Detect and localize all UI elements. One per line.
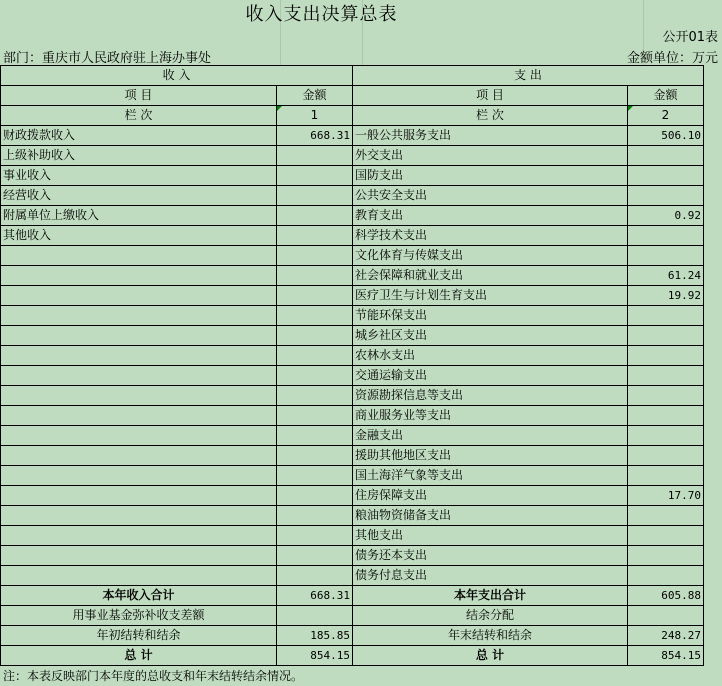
table-row bbox=[1, 186, 704, 206]
expense-item-cell[interactable]: 社会保障和就业支出 bbox=[353, 266, 628, 286]
income-amount-cell[interactable] bbox=[277, 366, 353, 386]
expense-item-cell[interactable]: 科学技术支出 bbox=[353, 226, 628, 246]
income-amount-cell[interactable] bbox=[277, 346, 353, 366]
income-amount-cell[interactable] bbox=[277, 246, 353, 266]
expense-amount-cell[interactable]: 0.92 bbox=[628, 206, 704, 226]
expense-column-number: 2 bbox=[628, 106, 704, 126]
summary-row bbox=[1, 586, 704, 606]
income-item-cell[interactable] bbox=[1, 306, 277, 326]
table-row bbox=[1, 466, 704, 486]
expense-amount-cell[interactable] bbox=[628, 546, 704, 566]
income-column-label: 栏 次 bbox=[1, 106, 277, 126]
expense-item-cell[interactable]: 节能环保支出 bbox=[353, 306, 628, 326]
expense-amount-cell[interactable] bbox=[628, 146, 704, 166]
income-amount-cell[interactable] bbox=[277, 206, 353, 226]
expense-item-cell[interactable]: 农林水支出 bbox=[353, 346, 628, 366]
income-amount-cell[interactable] bbox=[277, 286, 353, 306]
table-row bbox=[1, 366, 704, 386]
expense-item-cell[interactable]: 金融支出 bbox=[353, 426, 628, 446]
expense-amount-cell[interactable] bbox=[628, 426, 704, 446]
summary-expense-label[interactable]: 年末结转和结余 bbox=[353, 626, 628, 646]
income-amount-cell[interactable] bbox=[277, 326, 353, 346]
expense-header: 支 出 bbox=[353, 66, 704, 86]
income-item-cell[interactable] bbox=[1, 346, 277, 366]
expense-item-cell[interactable]: 债务付息支出 bbox=[353, 566, 628, 586]
income-item-cell[interactable]: 财政拨款收入 bbox=[1, 126, 277, 146]
expense-amount-cell[interactable] bbox=[628, 246, 704, 266]
income-item-cell[interactable] bbox=[1, 406, 277, 426]
table-row bbox=[1, 386, 704, 406]
expense-item-cell[interactable]: 粮油物资储备支出 bbox=[353, 506, 628, 526]
expense-item-cell[interactable]: 一般公共服务支出 bbox=[353, 126, 628, 146]
table-row bbox=[1, 566, 704, 586]
expense-amount-cell[interactable] bbox=[628, 166, 704, 186]
footnote: 注：本表反映部门本年度的总收支和年末结转结余情况。 bbox=[3, 669, 304, 683]
section-header-row bbox=[1, 66, 704, 86]
income-item-cell[interactable] bbox=[1, 566, 277, 586]
expense-item-cell[interactable]: 其他支出 bbox=[353, 526, 628, 546]
department-label: 部门：重庆市人民政府驻上海办事处 bbox=[3, 51, 212, 66]
summary-expense-amount[interactable] bbox=[628, 606, 704, 626]
summary-row bbox=[1, 626, 704, 646]
income-amount-cell[interactable] bbox=[277, 486, 353, 506]
income-amount-cell[interactable] bbox=[277, 306, 353, 326]
income-item-cell[interactable] bbox=[1, 546, 277, 566]
income-item-cell[interactable]: 事业收入 bbox=[1, 166, 277, 186]
table-row bbox=[1, 246, 704, 266]
expense-item-cell[interactable]: 文化体育与传媒支出 bbox=[353, 246, 628, 266]
expense-amount-cell[interactable]: 61.24 bbox=[628, 266, 704, 286]
table-row bbox=[1, 166, 704, 186]
income-amount-cell[interactable] bbox=[277, 266, 353, 286]
income-amount-cell[interactable] bbox=[277, 226, 353, 246]
table-row bbox=[1, 346, 704, 366]
unit-label: 金额单位：万元 bbox=[626, 51, 718, 66]
income-amount-header: 金额 bbox=[277, 86, 353, 106]
data-rows bbox=[1, 126, 704, 586]
income-amount-cell[interactable] bbox=[277, 546, 353, 566]
expense-item-cell[interactable]: 住房保障支出 bbox=[353, 486, 628, 506]
table-row bbox=[1, 486, 704, 506]
summary-income-amount[interactable]: 854.15 bbox=[277, 646, 353, 666]
expense-item-cell[interactable]: 援助其他地区支出 bbox=[353, 446, 628, 466]
expense-item-cell[interactable]: 交通运输支出 bbox=[353, 366, 628, 386]
expense-item-cell[interactable]: 教育支出 bbox=[353, 206, 628, 226]
expense-item-cell[interactable]: 城乡社区支出 bbox=[353, 326, 628, 346]
summary-income-label[interactable]: 用事业基金弥补收支差额 bbox=[1, 606, 277, 626]
income-item-cell[interactable] bbox=[1, 526, 277, 546]
income-amount-cell[interactable] bbox=[277, 426, 353, 446]
summary-expense-label[interactable]: 本年支出合计 bbox=[353, 586, 628, 606]
expense-item-cell[interactable]: 外交支出 bbox=[353, 146, 628, 166]
expense-amount-cell[interactable] bbox=[628, 326, 704, 346]
income-item-cell[interactable] bbox=[1, 466, 277, 486]
expense-item-cell[interactable]: 商业服务业等支出 bbox=[353, 406, 628, 426]
table-row bbox=[1, 226, 704, 246]
income-item-header: 项 目 bbox=[1, 86, 277, 106]
income-amount-cell[interactable] bbox=[277, 386, 353, 406]
table-row bbox=[1, 406, 704, 426]
table-row bbox=[1, 326, 704, 346]
summary-income-label[interactable]: 年初结转和结余 bbox=[1, 626, 277, 646]
income-amount-cell[interactable] bbox=[277, 506, 353, 526]
income-item-cell[interactable] bbox=[1, 426, 277, 446]
expense-amount-cell[interactable] bbox=[628, 346, 704, 366]
income-header: 收 入 bbox=[1, 66, 353, 86]
table-row bbox=[1, 266, 704, 286]
income-amount-cell[interactable] bbox=[277, 186, 353, 206]
income-expense-table bbox=[0, 65, 704, 666]
income-item-cell[interactable]: 经营收入 bbox=[1, 186, 277, 206]
table-row bbox=[1, 126, 704, 146]
summary-income-amount[interactable]: 185.85 bbox=[277, 626, 353, 646]
expense-amount-cell[interactable]: 506.10 bbox=[628, 126, 704, 146]
summary-expense-label[interactable]: 结余分配 bbox=[353, 606, 628, 626]
summary-income-amount[interactable] bbox=[277, 606, 353, 626]
expense-amount-cell[interactable] bbox=[628, 226, 704, 246]
expense-item-cell[interactable]: 债务还本支出 bbox=[353, 546, 628, 566]
income-amount-cell[interactable] bbox=[277, 406, 353, 426]
income-item-cell[interactable]: 附属单位上缴收入 bbox=[1, 206, 277, 226]
summary-row bbox=[1, 606, 704, 626]
expense-item-cell[interactable]: 资源勘探信息等支出 bbox=[353, 386, 628, 406]
table-row bbox=[1, 426, 704, 446]
summary-income-amount[interactable]: 668.31 bbox=[277, 586, 353, 606]
table-row bbox=[1, 306, 704, 326]
expense-item-cell[interactable]: 公共安全支出 bbox=[353, 186, 628, 206]
expense-amount-cell[interactable] bbox=[628, 186, 704, 206]
expense-amount-cell[interactable] bbox=[628, 406, 704, 426]
table-row bbox=[1, 526, 704, 546]
income-item-cell[interactable] bbox=[1, 486, 277, 506]
expense-column-label: 栏 次 bbox=[353, 106, 628, 126]
income-item-cell[interactable]: 上级补助收入 bbox=[1, 146, 277, 166]
table-row bbox=[1, 206, 704, 226]
report-title: 收入支出决算总表 bbox=[245, 4, 398, 25]
expense-amount-cell[interactable] bbox=[628, 466, 704, 486]
form-code: 公开01表 bbox=[662, 30, 718, 45]
table-row bbox=[1, 286, 704, 306]
expense-amount-cell[interactable] bbox=[628, 386, 704, 406]
column-header-row bbox=[1, 86, 704, 106]
income-amount-cell[interactable] bbox=[277, 566, 353, 586]
income-item-cell[interactable] bbox=[1, 326, 277, 346]
expense-item-cell[interactable]: 国土海洋气象等支出 bbox=[353, 466, 628, 486]
expense-item-cell[interactable]: 国防支出 bbox=[353, 166, 628, 186]
income-item-cell[interactable] bbox=[1, 266, 277, 286]
income-item-cell[interactable] bbox=[1, 386, 277, 406]
income-amount-cell[interactable]: 668.31 bbox=[277, 126, 353, 146]
income-item-cell[interactable]: 其他收入 bbox=[1, 226, 277, 246]
table-row bbox=[1, 146, 704, 166]
expense-item-cell[interactable]: 医疗卫生与计划生育支出 bbox=[353, 286, 628, 306]
summary-income-label[interactable]: 本年收入合计 bbox=[1, 586, 277, 606]
expense-amount-cell[interactable] bbox=[628, 306, 704, 326]
expense-amount-header: 金额 bbox=[628, 86, 704, 106]
summary-income-label[interactable]: 总 计 bbox=[1, 646, 277, 666]
income-item-cell[interactable] bbox=[1, 446, 277, 466]
expense-amount-cell[interactable] bbox=[628, 446, 704, 466]
income-amount-cell[interactable] bbox=[277, 466, 353, 486]
expense-amount-cell[interactable] bbox=[628, 506, 704, 526]
income-item-cell[interactable] bbox=[1, 506, 277, 526]
summary-expense-label[interactable]: 总 计 bbox=[353, 646, 628, 666]
income-amount-cell[interactable] bbox=[277, 526, 353, 546]
expense-amount-cell[interactable] bbox=[628, 366, 704, 386]
income-amount-cell[interactable] bbox=[277, 146, 353, 166]
table-row bbox=[1, 546, 704, 566]
income-amount-cell[interactable] bbox=[277, 166, 353, 186]
expense-amount-cell[interactable]: 19.92 bbox=[628, 286, 704, 306]
summary-expense-amount[interactable]: 248.27 bbox=[628, 626, 704, 646]
expense-amount-cell[interactable] bbox=[628, 526, 704, 546]
column-index-row bbox=[1, 106, 704, 126]
summary-rows bbox=[1, 586, 704, 666]
summary-expense-amount[interactable]: 605.88 bbox=[628, 586, 704, 606]
summary-expense-amount[interactable]: 854.15 bbox=[628, 646, 704, 666]
income-item-cell[interactable] bbox=[1, 286, 277, 306]
summary-row bbox=[1, 646, 704, 666]
expense-amount-cell[interactable]: 17.70 bbox=[628, 486, 704, 506]
expense-item-header: 项 目 bbox=[353, 86, 628, 106]
income-column-number: 1 bbox=[277, 106, 353, 126]
expense-amount-cell[interactable] bbox=[628, 566, 704, 586]
income-amount-cell[interactable] bbox=[277, 446, 353, 466]
income-item-cell[interactable] bbox=[1, 366, 277, 386]
table-row bbox=[1, 446, 704, 466]
table-row bbox=[1, 506, 704, 526]
income-item-cell[interactable] bbox=[1, 246, 277, 266]
